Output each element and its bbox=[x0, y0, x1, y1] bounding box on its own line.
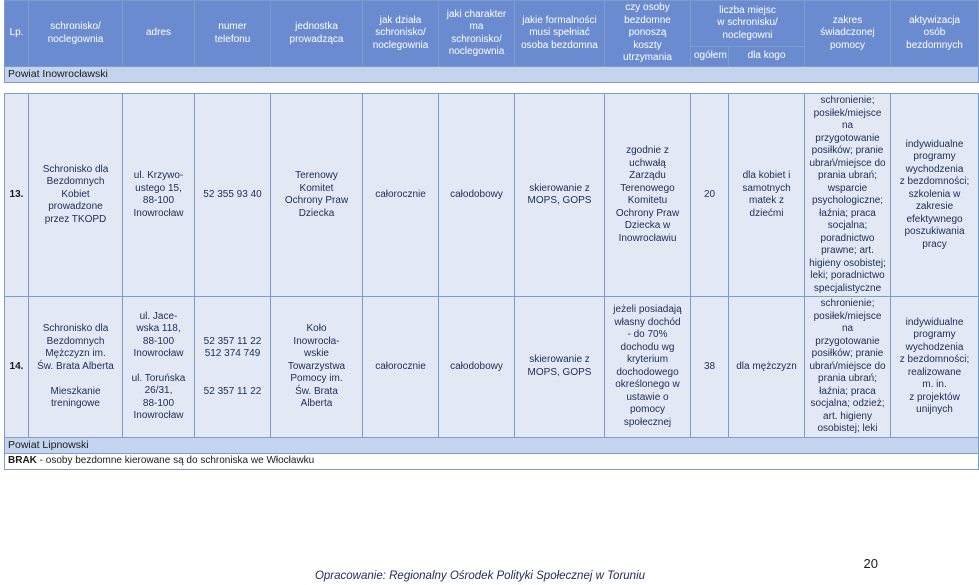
row-character: całodobowy bbox=[439, 297, 515, 438]
header-operates: jak działa schronisko/ noclegownia bbox=[363, 1, 439, 67]
row-address-1: ul. Jace- wska 118, 88-100 Inowrocław bbox=[133, 310, 184, 360]
row-activation: indywidualne programy wychodzenia z bezdomności; realizowane m. in. z projektów unijnych bbox=[891, 297, 979, 438]
table-row bbox=[5, 94, 979, 297]
header-phone: numer telefonu bbox=[195, 1, 271, 67]
section-powiat-lipnowski: Powiat Lipnowski bbox=[5, 437, 979, 453]
header-lp: Lp. bbox=[5, 1, 29, 67]
row-places: 20 bbox=[691, 94, 729, 297]
row-requirements: skierowanie z MOPS, GOPS bbox=[515, 297, 605, 438]
header-requirements: jakie formalności musi spełniać osoba bezdomna bbox=[515, 1, 605, 67]
row-character: całodobowy bbox=[439, 94, 515, 297]
shelter-table bbox=[4, 0, 979, 470]
header-places-group: liczba miejsc w schronisku/ noclegowni bbox=[691, 1, 805, 47]
section-note-text: - osoby bezdomne kierowane są do schroniska we Włocławku bbox=[36, 454, 315, 466]
row-requirements: skierowanie z MOPS, GOPS bbox=[515, 94, 605, 297]
row-name: Schronisko dla Bezdomnych Mężczyzn im. Św. Brata Alberta Mieszkanie treningowe bbox=[29, 297, 123, 438]
row-unit: Terenowy Komitet Ochrony Praw Dziecka bbox=[271, 94, 363, 297]
row-address-2: ul. Toruńska 26/31, 88-100 Inowrocław bbox=[131, 372, 186, 422]
header-places-total: ogółem bbox=[691, 47, 729, 67]
row-operates: całorocznie bbox=[363, 94, 439, 297]
section-powiat-inowroclawski: Powiat Inowrocławski bbox=[5, 67, 979, 83]
row-address bbox=[123, 297, 195, 438]
page-number: 20 bbox=[863, 556, 878, 571]
row-places: 38 bbox=[691, 297, 729, 438]
row-for-whom: dla mężczyzn bbox=[729, 297, 805, 438]
section-note: BRAK - osoby bezdomne kierowane są do schroniska we Włocławku bbox=[5, 453, 979, 469]
row-name: Schronisko dla Bezdomnych Kobiet prowadzone przez TKOPD bbox=[29, 94, 123, 297]
header-shelter: schronisko/ noclegownia bbox=[29, 1, 123, 67]
header-address: adres bbox=[123, 1, 195, 67]
header-scope: zakres świadczonej pomocy bbox=[805, 1, 891, 67]
header-unit: jednostka prowadząca bbox=[271, 1, 363, 67]
row-scope: schronienie; posiłek/miejsce na przygotowanie posiłków; pranie ubrań/miejsce do prania ubrań; wsparcie psychologiczne; łaźnia; praca socjalna; poradnictwo prawne; art. higieny osobistej; leki; poradnictwo specjalistyczne bbox=[805, 94, 891, 297]
row-activation: indywidualne programy wychodzenia z bezdomności; szkolenia w zakresie efektywnego poszukiwania pracy bbox=[891, 94, 979, 297]
row-unit: Koło Inowrocła- wskie Towarzystwa Pomocy im. Św. Brata Alberta bbox=[271, 297, 363, 438]
row-phone: 52 357 11 22 512 374 749 52 357 11 22 bbox=[195, 297, 271, 438]
footer-credit: Opracowanie: Regionalny Ośrodek Polityki Społecznej w Toruniu bbox=[314, 570, 646, 582]
row-scope: schronienie; posiłek/miejsce na przygotowanie posiłków; pranie ubrań/miejsce do prania ubrań; łaźnia; praca socjalna; odzież; art. higieny osobistej; leki bbox=[805, 297, 891, 438]
row-operates: całorocznie bbox=[363, 297, 439, 438]
row-address: ul. Krzywo- ustego 15, 88-100 Inowrocław bbox=[123, 94, 195, 297]
row-costs: jeżeli posiadają własny dochód - do 70% dochodu wg kryterium dochodowego określonego w ustawie o pomocy społecznej bbox=[605, 297, 691, 438]
header-places-for: dla kogo bbox=[729, 47, 805, 67]
header-activation: aktywizacja osób bezdomnych bbox=[891, 1, 979, 67]
table-row bbox=[5, 297, 979, 438]
row-lp: 13. bbox=[5, 94, 29, 297]
row-phone: 52 355 93 40 bbox=[195, 94, 271, 297]
row-lp: 14. bbox=[5, 297, 29, 438]
row-for-whom: dla kobiet i samotnych matek z dziećmi bbox=[729, 94, 805, 297]
header-costs: czy osoby bezdomne ponoszą koszty utrzymania bbox=[605, 1, 691, 67]
row-costs: zgodnie z uchwałą Zarządu Terenowego Komitetu Ochrony Praw Dziecka w Inowrocławiu bbox=[605, 94, 691, 297]
header-character: jaki charakter ma schronisko/ noclegownia bbox=[439, 1, 515, 67]
